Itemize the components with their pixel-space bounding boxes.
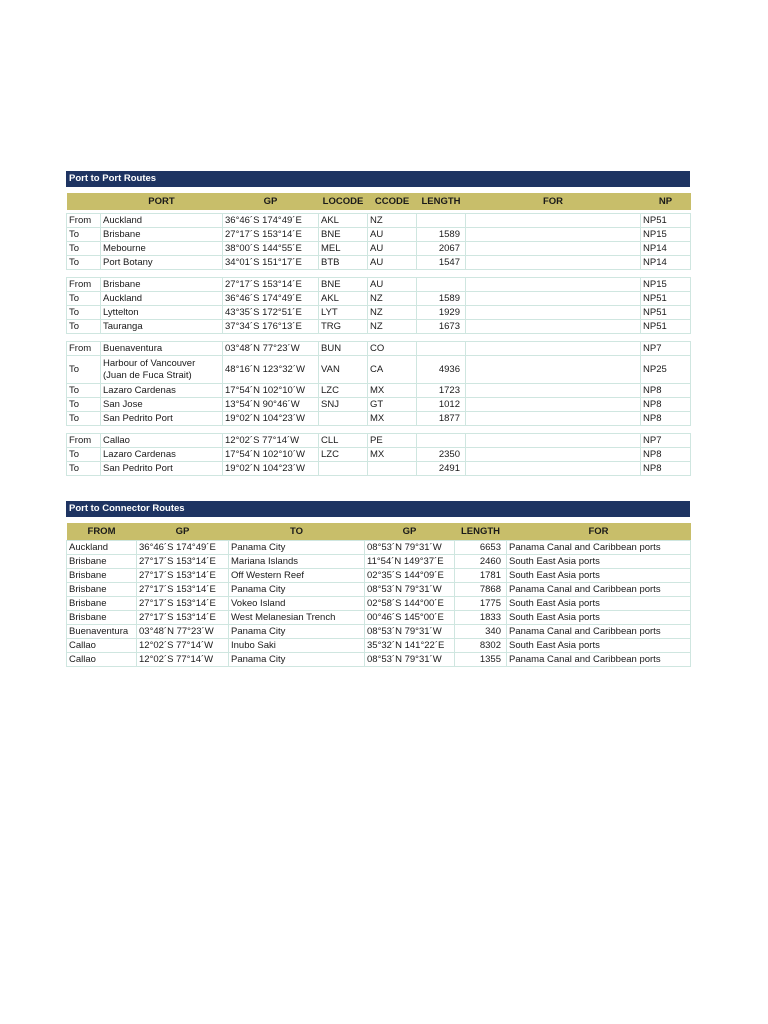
col-header: LENGTH <box>417 193 466 210</box>
cell-locode: AKL <box>319 292 368 306</box>
table-row <box>67 611 691 625</box>
cell-length <box>417 214 466 228</box>
cell-for <box>466 356 641 384</box>
cell-ccode: AU <box>368 242 417 256</box>
cell-for: Panama Canal and Caribbean ports <box>507 583 691 597</box>
cell-length: 1012 <box>417 398 466 412</box>
cell-length: 4936 <box>417 356 466 384</box>
cell-to: Panama City <box>229 625 365 639</box>
cell-ccode: MX <box>368 384 417 398</box>
cell-port: Lazaro Cardenas <box>101 384 223 398</box>
cell-dir: To <box>67 306 101 320</box>
cell-ccode: NZ <box>368 320 417 334</box>
cell-gp: 27°17´S 153°14´E <box>223 228 319 242</box>
section-title: Port to Port Routes <box>66 171 690 187</box>
cell-port: Callao <box>101 434 223 448</box>
cell-for: Panama Canal and Caribbean ports <box>507 625 691 639</box>
cell-from: Brisbane <box>67 569 137 583</box>
cell-locode <box>319 412 368 426</box>
col-header: LENGTH <box>455 523 507 541</box>
cell-for <box>466 342 641 356</box>
cell-for <box>466 228 641 242</box>
cell-dir: To <box>67 448 101 462</box>
cell-ccode: NZ <box>368 292 417 306</box>
cell-dir: To <box>67 356 101 384</box>
col-header: FOR <box>507 523 691 541</box>
cell-ccode: AU <box>368 278 417 292</box>
cell-dir: From <box>67 434 101 448</box>
cell-length: 2067 <box>417 242 466 256</box>
cell-dir: To <box>67 242 101 256</box>
table-row <box>67 555 691 569</box>
cell-locode: VAN <box>319 356 368 384</box>
cell-length: 2350 <box>417 448 466 462</box>
cell-port: Auckland <box>101 292 223 306</box>
cell-gp2: 35°32´N 141°22´E <box>365 639 455 653</box>
cell-port: Mebourne <box>101 242 223 256</box>
cell-ccode: AU <box>368 228 417 242</box>
cell-np: NP14 <box>641 242 691 256</box>
cell-port: San Jose <box>101 398 223 412</box>
cell-ccode: MX <box>368 412 417 426</box>
col-header <box>67 193 101 210</box>
cell-gp1: 36°46´S 174°49´E <box>137 541 229 555</box>
cell-ccode: PE <box>368 434 417 448</box>
cell-np: NP51 <box>641 306 691 320</box>
cell-np: NP7 <box>641 342 691 356</box>
cell-dir: To <box>67 292 101 306</box>
cell-port: Lyttelton <box>101 306 223 320</box>
cell-length: 340 <box>455 625 507 639</box>
cell-gp: 13°54´N 90°46´W <box>223 398 319 412</box>
port-to-connector-section <box>66 501 690 667</box>
col-header: LOCODE <box>319 193 368 210</box>
cell-for: South East Asia ports <box>507 611 691 625</box>
cell-to: Vokeo Island <box>229 597 365 611</box>
table-row <box>67 448 691 462</box>
cell-port: San Pedrito Port <box>101 462 223 476</box>
table-row <box>67 292 691 306</box>
cell-dir: To <box>67 412 101 426</box>
cell-ccode: AU <box>368 256 417 270</box>
cell-for <box>466 384 641 398</box>
cell-length: 1833 <box>455 611 507 625</box>
cell-for: South East Asia ports <box>507 569 691 583</box>
table-row <box>67 639 691 653</box>
table-row <box>67 384 691 398</box>
cell-locode: BNE <box>319 228 368 242</box>
cell-length <box>417 434 466 448</box>
cell-dir: To <box>67 384 101 398</box>
cell-gp: 36°46´S 174°49´E <box>223 214 319 228</box>
cell-length: 1929 <box>417 306 466 320</box>
cell-gp: 48°16´N 123°32´W <box>223 356 319 384</box>
cell-for <box>466 292 641 306</box>
cell-for: Panama Canal and Caribbean ports <box>507 653 691 667</box>
port-to-port-section <box>66 171 690 476</box>
col-header: FROM <box>67 523 137 541</box>
cell-port: Auckland <box>101 214 223 228</box>
table-header-row <box>67 193 691 210</box>
cell-length: 1673 <box>417 320 466 334</box>
cell-for <box>466 412 641 426</box>
cell-length: 2460 <box>455 555 507 569</box>
cell-gp2: 02°58´S 144°00´E <box>365 597 455 611</box>
table-row <box>67 412 691 426</box>
table-row <box>67 653 691 667</box>
cell-locode: LZC <box>319 448 368 462</box>
cell-length <box>417 342 466 356</box>
cell-gp2: 02°35´S 144°09´E <box>365 569 455 583</box>
cell-from: Callao <box>67 653 137 667</box>
table-row <box>67 256 691 270</box>
cell-length: 1723 <box>417 384 466 398</box>
table-row <box>67 597 691 611</box>
cell-locode: TRG <box>319 320 368 334</box>
table-row <box>67 625 691 639</box>
cell-from: Brisbane <box>67 583 137 597</box>
cell-port: Tauranga <box>101 320 223 334</box>
cell-for <box>466 398 641 412</box>
cell-gp2: 08°53´N 79°31´W <box>365 653 455 667</box>
cell-np: NP51 <box>641 320 691 334</box>
cell-to: Panama City <box>229 541 365 555</box>
cell-to: Panama City <box>229 583 365 597</box>
cell-for <box>466 214 641 228</box>
col-header: GP <box>365 523 455 541</box>
table-row <box>67 541 691 555</box>
table-row <box>67 278 691 292</box>
cell-gp1: 03°48´N 77°23´W <box>137 625 229 639</box>
col-header: PORT <box>101 193 223 210</box>
cell-gp: 36°46´S 174°49´E <box>223 292 319 306</box>
section-title: Port to Connector Routes <box>66 501 690 517</box>
col-header: GP <box>137 523 229 541</box>
cell-to: Inubo Saki <box>229 639 365 653</box>
table-row <box>67 583 691 597</box>
cell-port: Lazaro Cardenas <box>101 448 223 462</box>
cell-port: Port Botany <box>101 256 223 270</box>
table-row <box>67 356 691 384</box>
cell-from: Auckland <box>67 541 137 555</box>
cell-locode: BTB <box>319 256 368 270</box>
cell-from: Buenaventura <box>67 625 137 639</box>
cell-locode <box>319 462 368 476</box>
port-to-port-table <box>66 193 691 476</box>
cell-gp2: 08°53´N 79°31´W <box>365 583 455 597</box>
cell-dir: To <box>67 256 101 270</box>
cell-locode: LYT <box>319 306 368 320</box>
col-header: FOR <box>466 193 641 210</box>
cell-locode: AKL <box>319 214 368 228</box>
cell-gp2: 00°46´S 145°00´E <box>365 611 455 625</box>
cell-length: 1589 <box>417 228 466 242</box>
cell-gp: 17°54´N 102°10´W <box>223 448 319 462</box>
cell-gp: 12°02´S 77°14´W <box>223 434 319 448</box>
table-row <box>67 320 691 334</box>
cell-dir: From <box>67 278 101 292</box>
table-row <box>67 228 691 242</box>
cell-np: NP7 <box>641 434 691 448</box>
table-row <box>67 398 691 412</box>
table-header-row <box>67 523 691 541</box>
table-row <box>67 214 691 228</box>
cell-gp1: 27°17´S 153°14´E <box>137 569 229 583</box>
cell-for <box>466 462 641 476</box>
cell-gp: 03°48´N 77°23´W <box>223 342 319 356</box>
cell-np: NP8 <box>641 398 691 412</box>
table-row <box>67 462 691 476</box>
cell-gp2: 08°53´N 79°31´W <box>365 541 455 555</box>
cell-length: 1547 <box>417 256 466 270</box>
cell-np: NP15 <box>641 278 691 292</box>
cell-locode: CLL <box>319 434 368 448</box>
col-header: NP <box>641 193 691 210</box>
cell-length: 7868 <box>455 583 507 597</box>
cell-dir: To <box>67 398 101 412</box>
cell-locode: LZC <box>319 384 368 398</box>
cell-port: San Pedrito Port <box>101 412 223 426</box>
cell-from: Brisbane <box>67 597 137 611</box>
cell-length: 1877 <box>417 412 466 426</box>
cell-for <box>466 278 641 292</box>
cell-length: 1775 <box>455 597 507 611</box>
cell-gp2: 08°53´N 79°31´W <box>365 625 455 639</box>
cell-for <box>466 306 641 320</box>
cell-to: Mariana Islands <box>229 555 365 569</box>
cell-length: 1589 <box>417 292 466 306</box>
col-header: TO <box>229 523 365 541</box>
cell-gp1: 27°17´S 153°14´E <box>137 611 229 625</box>
cell-gp: 19°02´N 104°23´W <box>223 462 319 476</box>
cell-from: Callao <box>67 639 137 653</box>
cell-length <box>417 278 466 292</box>
cell-gp1: 27°17´S 153°14´E <box>137 555 229 569</box>
cell-length: 2491 <box>417 462 466 476</box>
cell-locode: MEL <box>319 242 368 256</box>
cell-ccode: NZ <box>368 214 417 228</box>
cell-locode: SNJ <box>319 398 368 412</box>
cell-gp1: 12°02´S 77°14´W <box>137 653 229 667</box>
cell-dir: To <box>67 228 101 242</box>
cell-for <box>466 320 641 334</box>
cell-ccode: GT <box>368 398 417 412</box>
cell-dir: From <box>67 342 101 356</box>
cell-ccode: CO <box>368 342 417 356</box>
cell-np: NP8 <box>641 462 691 476</box>
cell-gp1: 12°02´S 77°14´W <box>137 639 229 653</box>
cell-to: Off Western Reef <box>229 569 365 583</box>
cell-port: Harbour of Vancouver (Juan de Fuca Strait) <box>101 356 223 384</box>
cell-gp: 43°35´S 172°51´E <box>223 306 319 320</box>
cell-gp: 27°17´S 153°14´E <box>223 278 319 292</box>
cell-to: West Melanesian Trench <box>229 611 365 625</box>
cell-gp: 19°02´N 104°23´W <box>223 412 319 426</box>
cell-for <box>466 256 641 270</box>
cell-dir: From <box>67 214 101 228</box>
cell-for <box>466 434 641 448</box>
cell-gp1: 27°17´S 153°14´E <box>137 597 229 611</box>
cell-from: Brisbane <box>67 611 137 625</box>
table-row <box>67 306 691 320</box>
cell-for: South East Asia ports <box>507 597 691 611</box>
cell-np: NP14 <box>641 256 691 270</box>
cell-dir: To <box>67 462 101 476</box>
cell-np: NP51 <box>641 214 691 228</box>
cell-length: 8302 <box>455 639 507 653</box>
cell-for: South East Asia ports <box>507 639 691 653</box>
cell-ccode: NZ <box>368 306 417 320</box>
cell-for <box>466 448 641 462</box>
table-row <box>67 569 691 583</box>
cell-for: South East Asia ports <box>507 555 691 569</box>
cell-gp1: 27°17´S 153°14´E <box>137 583 229 597</box>
cell-to: Panama City <box>229 653 365 667</box>
cell-gp2: 11°54´N 149°37´E <box>365 555 455 569</box>
col-header: GP <box>223 193 319 210</box>
cell-gp: 34°01´S 151°17´E <box>223 256 319 270</box>
cell-for <box>466 242 641 256</box>
cell-port: Brisbane <box>101 278 223 292</box>
cell-np: NP15 <box>641 228 691 242</box>
cell-ccode: CA <box>368 356 417 384</box>
cell-from: Brisbane <box>67 555 137 569</box>
cell-ccode: MX <box>368 448 417 462</box>
cell-length: 1355 <box>455 653 507 667</box>
cell-np: NP8 <box>641 412 691 426</box>
cell-for: Panama Canal and Caribbean ports <box>507 541 691 555</box>
cell-np: NP51 <box>641 292 691 306</box>
table-row <box>67 434 691 448</box>
cell-gp: 37°34´S 176°13´E <box>223 320 319 334</box>
col-header: CCODE <box>368 193 417 210</box>
cell-port: Brisbane <box>101 228 223 242</box>
cell-gp: 17°54´N 102°10´W <box>223 384 319 398</box>
cell-gp: 38°00´S 144°55´E <box>223 242 319 256</box>
cell-dir: To <box>67 320 101 334</box>
cell-length: 6653 <box>455 541 507 555</box>
cell-np: NP8 <box>641 384 691 398</box>
table-row <box>67 242 691 256</box>
cell-locode: BUN <box>319 342 368 356</box>
cell-np: NP8 <box>641 448 691 462</box>
cell-length: 1781 <box>455 569 507 583</box>
cell-locode: BNE <box>319 278 368 292</box>
cell-ccode <box>368 462 417 476</box>
cell-np: NP25 <box>641 356 691 384</box>
table-row <box>67 342 691 356</box>
cell-port: Buenaventura <box>101 342 223 356</box>
port-to-connector-table <box>66 523 691 667</box>
